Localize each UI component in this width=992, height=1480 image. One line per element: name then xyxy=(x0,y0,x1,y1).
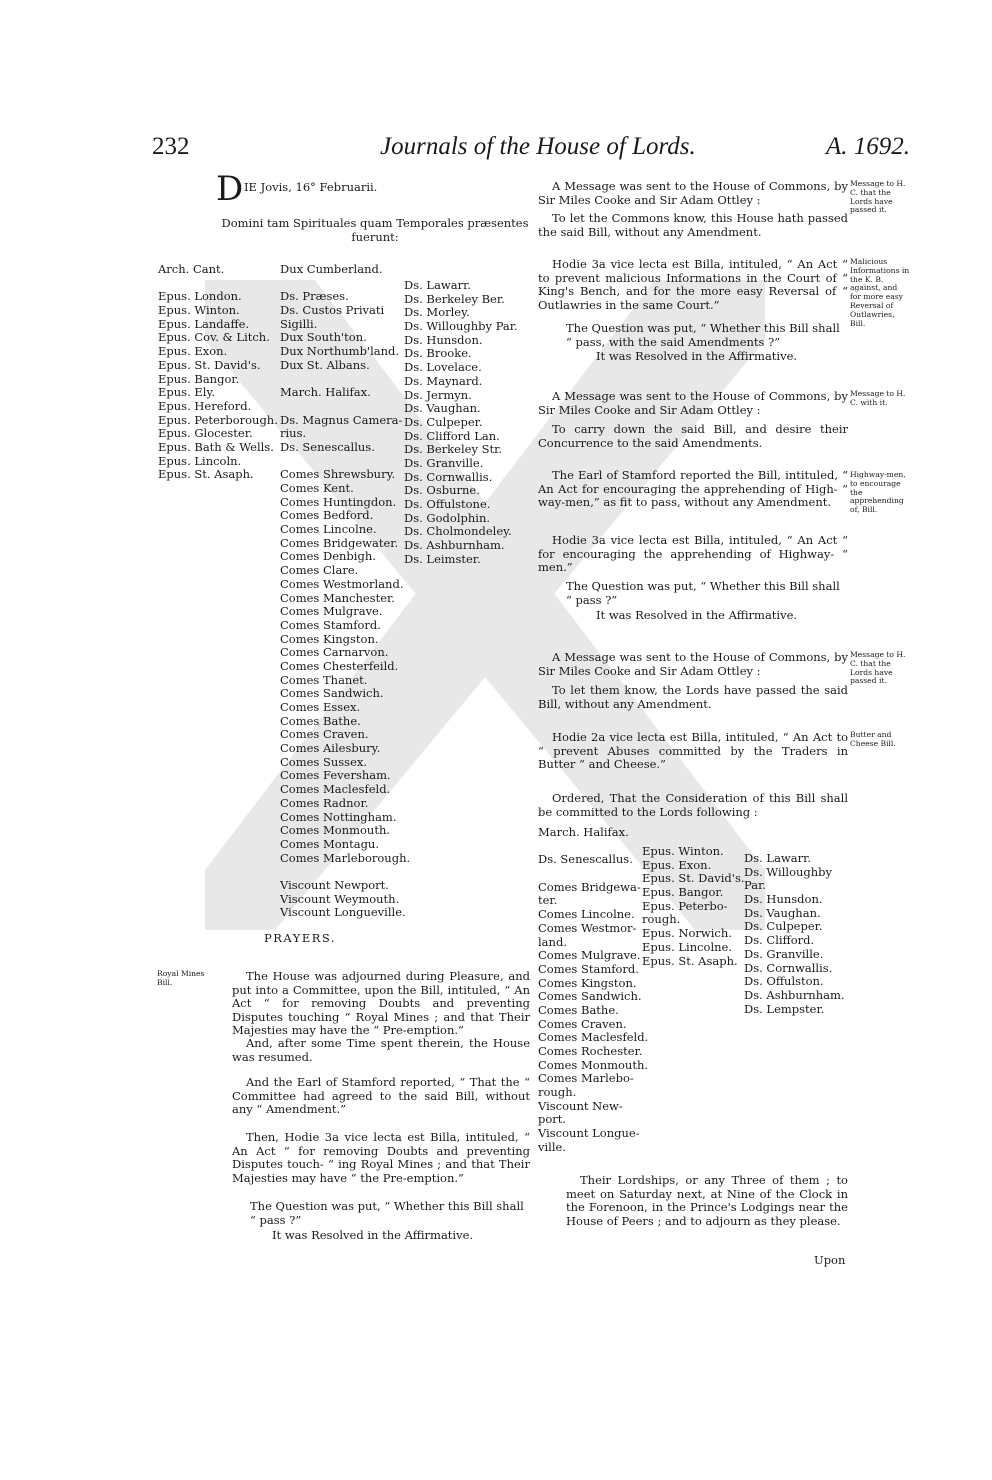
list-item: Viscount New- xyxy=(538,1098,623,1113)
margin-note-5: Message to H. C. that the Lords have passed it. xyxy=(850,650,906,686)
list-item: Comes Mulgrave. xyxy=(280,604,383,619)
list-item: Viscount Weymouth. xyxy=(280,891,400,906)
list-item: Epus. Lincolne. xyxy=(642,939,733,954)
list-item: March. Halifax. xyxy=(280,385,371,400)
catchword: Upon xyxy=(814,1253,846,1267)
committee-barons-list xyxy=(744,852,848,1016)
list-item: Ds. Hunsdon. xyxy=(744,892,823,907)
butter-cheese-bill: Hodie 2a vice lecta est Billa, intituled, “ An Act to “ prevent Abuses committed by the Traders in Butter “ and Cheese.” xyxy=(538,730,848,772)
list-item: Ds. Maynard. xyxy=(404,373,483,388)
resolved-3: It was Resolved in the Affirmative. xyxy=(596,608,798,622)
drop-cap: D xyxy=(216,169,244,209)
list-item: Ds. Vaughan. xyxy=(404,401,481,416)
message-3: A Message was sent to the House of Commons, by Sir Miles Cooke and Sir Adam Ottley : xyxy=(538,650,848,678)
list-item: Epus. Exon. xyxy=(642,857,712,872)
list-item: Epus. St. David's. xyxy=(642,871,745,886)
list-item: Comes Bedford. xyxy=(280,508,374,523)
list-item: Comes Nottingham. xyxy=(280,809,397,824)
informations-bill: Hodie 3a vice lecta est Billa, intituled, “ An Act “ to prevent malicious Informations in the Court of “ King's Bench, and for the more easy Reversal of “ Outlawries in the same Court.” xyxy=(538,257,848,312)
list-item: Comes Marlebo- xyxy=(538,1071,634,1086)
list-item: Comes Maclesfeld. xyxy=(538,1030,649,1045)
list-item xyxy=(538,867,644,881)
list-item: Comes Marleborough. xyxy=(280,850,411,865)
list-item: port. xyxy=(538,1112,567,1127)
question-3: The Question was put, “ Whether this Bill shall “ pass ?” xyxy=(566,579,840,607)
resolved-affirmative: It was Resolved in the Affirmative. xyxy=(272,1228,474,1242)
list-item: Sigilli. xyxy=(280,316,318,331)
list-item: Comes Bathe. xyxy=(538,1002,619,1017)
margin-note-4: Highway-men, to encourage the apprehending of, Bill. xyxy=(850,470,906,515)
list-item: Dux St. Albans. xyxy=(280,357,370,372)
list-item: Comes Huntingdon. xyxy=(280,494,397,509)
barons-list xyxy=(404,279,530,566)
margin-note-6: Butter and Cheese Bill. xyxy=(850,730,896,748)
list-item xyxy=(280,277,404,291)
list-item: Viscount Longue- xyxy=(538,1126,640,1141)
list-item: Epus. Bangor. xyxy=(158,371,240,386)
message-1-body: To let the Commons know, this House hath passed the said Bill, without any Amendment. xyxy=(538,211,848,239)
list-item: Ds. Willoughby xyxy=(744,864,833,879)
list-item: Ds. Osburne. xyxy=(404,483,480,498)
list-item: Comes Bathe. xyxy=(280,713,361,728)
paragraph-resumed: And, after some Time spent therein, the House was resumed. xyxy=(232,1036,530,1064)
list-item: Epus. Norwich. xyxy=(642,926,732,941)
list-item: Dux Northumb'land. xyxy=(280,344,400,359)
list-item: Comes Denbigh. xyxy=(280,549,376,564)
margin-note-royal-mines: Royal Mines Bill. xyxy=(157,969,205,987)
list-item xyxy=(280,373,404,387)
list-item: Ds. Cornwallis. xyxy=(404,469,493,484)
list-item: Comes Clare. xyxy=(280,563,359,578)
committee-earls-list xyxy=(538,825,649,1155)
list-item: Comes Stamford. xyxy=(538,961,639,976)
list-item: Ds. Senescallus. xyxy=(280,439,375,454)
margin-note-2: Malicious Informations in the K. B. against, and for more easy Reversal of Outlawries, Bill. xyxy=(850,257,910,328)
list-item: Comes Craven. xyxy=(538,1016,627,1031)
list-item: Comes Rochester. xyxy=(538,1044,643,1058)
list-item: Comes Sandwich. xyxy=(538,989,642,1004)
list-item: Epus. Bangor. xyxy=(642,885,724,900)
list-item: Comes Essex. xyxy=(280,700,361,714)
list-item: Ds. Senescallus. xyxy=(538,852,633,867)
list-item: Ds. Clifford. xyxy=(744,933,815,948)
list-item: March. Halifax. xyxy=(538,825,629,839)
list-item: Epus. St. Asaph. xyxy=(642,953,738,968)
list-item: Epus. London. xyxy=(158,289,242,304)
list-item: Ds. Magnus Camera- xyxy=(280,412,403,427)
list-item: Epus. Hereford. xyxy=(158,398,252,413)
list-item: Comes Kent. xyxy=(280,481,354,495)
ordered-committee: Ordered, That the Consideration of this Bill shall be committed to the Lords following : xyxy=(538,791,848,819)
list-item: Ds. Lovelace. xyxy=(404,360,482,375)
list-item: Comes Mulgrave. xyxy=(538,948,641,963)
page-number: 232 xyxy=(152,133,190,160)
list-item: Ds. Lempster. xyxy=(744,1001,825,1016)
list-item: Epus. Glocester. xyxy=(158,426,253,441)
list-item: rough. xyxy=(538,1085,577,1100)
list-item: Epus. Exon. xyxy=(158,344,228,359)
prayers-heading: PRAYERS. xyxy=(264,931,337,945)
list-item: Ds. Culpeper. xyxy=(744,919,823,934)
margin-note-3: Message to H. C. with it. xyxy=(850,389,906,407)
list-item: Comes Shrewsbury. xyxy=(280,467,396,482)
list-item: Comes Monmouth. xyxy=(538,1057,649,1072)
paragraph-committee: The House was adjourned during Pleasure, and put into a Committee, upon the Bill, intituled, “ An Act “ for removing Doubts and preventing Disputes touching “ Royal Mines ; and that Their Majesties may have the “ Pre-emption.” xyxy=(232,969,530,1038)
list-item: Ds. Willoughby Par. xyxy=(404,319,518,334)
present-heading: Domini tam Spirituales quam Temporales præsentes fuerunt: xyxy=(221,216,529,244)
list-item: Comes Thanet. xyxy=(280,672,368,687)
list-item: Epus. St. David's. xyxy=(158,357,261,372)
list-item: Comes Craven. xyxy=(280,727,369,742)
list-item: Comes Westmorland. xyxy=(280,576,404,591)
list-item: Comes Stamford. xyxy=(280,617,381,632)
list-item: Comes Chesterfeild. xyxy=(280,658,399,673)
list-item xyxy=(538,840,644,854)
list-item: Ds. Lawarr. xyxy=(744,851,812,865)
list-item: ter. xyxy=(538,893,558,908)
list-item: Epus. Peterbo- xyxy=(642,898,728,913)
lords-spiritual-list xyxy=(158,263,280,482)
highwaymen-third-reading: Hodie 3a vice lecta est Billa, intituled, “ An Act “ for encouraging the apprehending of Highway- “ men.” xyxy=(538,533,848,575)
list-item: Ds. Culpeper. xyxy=(404,414,483,429)
list-item: Comes Feversham. xyxy=(280,768,391,783)
highwaymen-report: The Earl of Stamford reported the Bill, intituled, “ An Act for encouraging the apprehending of High- “ way-men,” as fit to pass, without any Amendment. xyxy=(538,468,848,510)
question-put: The Question was put, “ Whether this Bill shall “ pass ?” xyxy=(250,1199,524,1227)
list-item xyxy=(280,865,404,879)
list-item: Ds. Berkeley Str. xyxy=(404,442,502,457)
list-item: Ds. Leimster. xyxy=(404,551,481,566)
list-item: Ds. Morley. xyxy=(404,305,470,320)
list-item: Comes Kingston. xyxy=(538,975,637,990)
list-item: Ds. Offulstone. xyxy=(404,497,491,511)
list-item: Comes Ailesbury. xyxy=(280,741,381,756)
list-item: Comes Bridgewa- xyxy=(538,879,641,894)
list-item: Ds. Custos Privati xyxy=(280,303,385,318)
list-item: Arch. Cant. xyxy=(158,262,225,276)
resolved-2: It was Resolved in the Affirmative. xyxy=(596,349,798,363)
question-2: The Question was put, “ Whether this Bill shall “ pass, with the said Amendments ?” xyxy=(566,321,840,349)
list-item: Epus. Cov. & Litch. xyxy=(158,330,270,345)
list-item: Ds. Berkeley Ber. xyxy=(404,291,505,306)
message-2-body: To carry down the said Bill, and desire their Concurrence to the said Amendments. xyxy=(538,422,848,450)
list-item: rough. xyxy=(642,912,681,927)
list-item: Ds. Lawarr. xyxy=(404,278,472,292)
message-2: A Message was sent to the House of Commons, by Sir Miles Cooke and Sir Adam Ottley : xyxy=(538,389,848,417)
list-item: Ds. Granville. xyxy=(744,946,824,961)
list-item: Ds. Cornwallis. xyxy=(744,960,833,975)
list-item: Comes Monmouth. xyxy=(280,823,391,838)
list-item: ville. xyxy=(538,1139,566,1154)
list-item: Ds. Hunsdon. xyxy=(404,332,483,347)
list-item: Ds. Jermyn. xyxy=(404,387,472,402)
list-item xyxy=(280,455,404,469)
list-item: Epus. Winton. xyxy=(642,844,724,858)
list-item: Par. xyxy=(744,878,766,893)
list-item: Epus. St. Asaph. xyxy=(158,467,254,482)
list-item xyxy=(158,277,280,291)
list-item: Comes Kingston. xyxy=(280,631,379,646)
list-item: Comes Lincolne. xyxy=(538,907,635,922)
list-item: Viscount Newport. xyxy=(280,877,389,892)
margin-note-1: Message to H. C. that the Lords have passed it. xyxy=(850,179,906,215)
list-item: Comes Maclesfeld. xyxy=(280,782,391,797)
list-item: land. xyxy=(538,934,567,949)
list-item: Epus. Bath & Wells. xyxy=(158,439,274,454)
paragraph-report: And the Earl of Stamford reported, “ That the “ Committee had agreed to the said Bill, without any “ Amendment.” xyxy=(232,1075,530,1117)
list-item: Comes Montagu. xyxy=(280,836,379,851)
list-item: Comes Manchester. xyxy=(280,590,395,605)
list-item: Comes Lincolne. xyxy=(280,522,377,537)
list-item xyxy=(280,400,404,414)
list-item: Ds. Præses. xyxy=(280,289,349,304)
list-item: Comes Radnor. xyxy=(280,795,369,810)
list-item: Ds. Vaughan. xyxy=(744,905,821,920)
dateline: IE Jovis, 16° Februarii. xyxy=(244,180,378,194)
list-item: rius. xyxy=(280,426,307,441)
list-item: Ds. Ashburnham. xyxy=(404,538,505,553)
list-item: Epus. Ely. xyxy=(158,385,216,400)
list-item: Comes Carnarvon. xyxy=(280,645,389,660)
list-item: Comes Sussex. xyxy=(280,754,368,769)
list-item: Epus. Peterborough. xyxy=(158,412,278,427)
committee-bishops-list xyxy=(642,845,744,968)
list-item: Epus. Winton. xyxy=(158,303,240,318)
list-item: Ds. Brooke. xyxy=(404,346,472,361)
page-year: A. 1692. xyxy=(826,133,911,160)
list-item: Comes Sandwich. xyxy=(280,686,384,701)
list-item: Ds. Clifford Lan. xyxy=(404,428,500,443)
list-item: Epus. Lincoln. xyxy=(158,453,242,468)
dukes-earls-list xyxy=(280,262,411,920)
list-item: Ds. Ashburnham. xyxy=(744,987,845,1002)
list-item: Epus. Landaffe. xyxy=(158,316,250,331)
list-item: Ds. Godolphin. xyxy=(404,510,491,525)
meeting-notice: Their Lordships, or any Three of them ; to meet on Saturday next, at Nine of the Clock in the Forenoon, in the Prince's Lodgings near the House of Peers ; and to adjourn as they please. xyxy=(566,1173,848,1228)
list-item: Ds. Granville. xyxy=(404,455,484,470)
paragraph-third-reading: Then, Hodie 3a vice lecta est Billa, intituled, “ An Act “ for removing Doubts and preventing Disputes touch- “ ing Royal Mines ; and that Their Majesties may have “ the Pre-emption.” xyxy=(232,1130,530,1185)
list-item: Ds. Offulston. xyxy=(744,974,824,989)
list-item: Dux Cumberland. xyxy=(280,262,383,276)
list-item: Dux South'ton. xyxy=(280,330,367,345)
page-title: Journals of the House of Lords. xyxy=(380,133,696,160)
list-item: Viscount Longueville. xyxy=(280,905,406,920)
list-item: Ds. Cholmondeley. xyxy=(404,524,512,539)
list-item: Comes Bridgewater. xyxy=(280,535,399,550)
list-item: Comes Westmor- xyxy=(538,920,637,935)
message-1: A Message was sent to the House of Commons, by Sir Miles Cooke and Sir Adam Ottley : xyxy=(538,179,848,207)
message-3-body: To let them know, the Lords have passed the said Bill, without any Amendment. xyxy=(538,683,848,711)
